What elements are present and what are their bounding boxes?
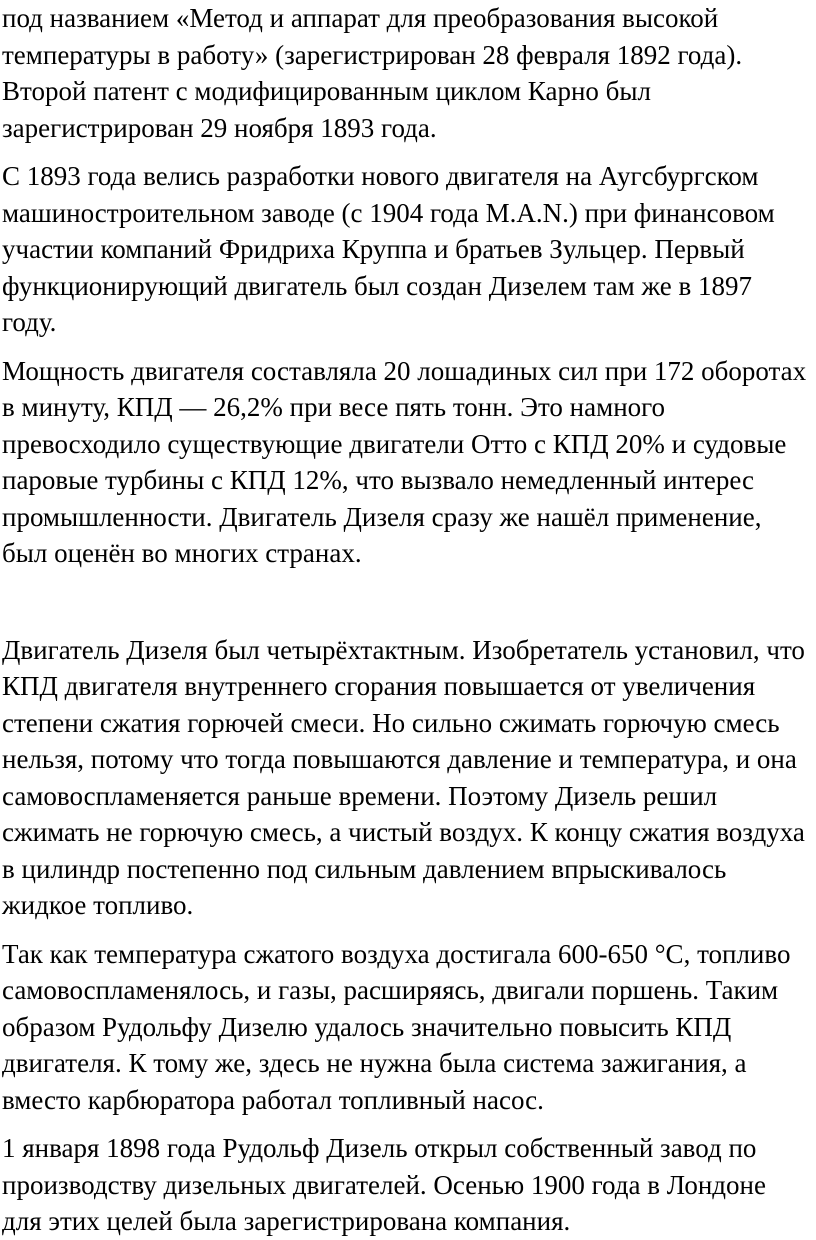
paragraph-patent: под названием «Метод и аппарат для преобразования высокой температуры в работу» (зарегистрирован 28 февраля 1892 года). Второй патент с модифицированным циклом Карно был зарегистрирован 29 ноября 1893 года. <box>2 3 743 143</box>
paragraph-factory: 1 января 1898 года Рудольф Дизель открыл собственный завод по производству дизельных двигателей. Осенью 1900 года в Лондоне для этих целей была зарегистрирована компания. <box>2 1133 766 1236</box>
paragraph-development: С 1893 года велись разработки нового двигателя на Аугсбургском машиностроительном заводе (с 1904 года M.A.N.) при финансовом участии компаний Фридриха Круппа и братьев Зульцер. Первый функционирующий двигатель был создан Дизелем там же в 1897 году. <box>2 161 775 337</box>
paragraph-four-stroke: Двигатель Дизеля был четырёхтактным. Изобретатель установил, что КПД двигателя внутреннего сгорания повышается от увеличения степени сжатия горючей смеси. Но сильно сжимать горючую смесь нельзя, потому что тогда повышаются давление и температура, и она самовоспламеняется раньше времени. Поэтому Дизель решил сжимать не горючую смесь, а чистый воздух. К концу сжатия воздуха в цилиндр постепенно под сильным давлением впрыскивалось жидкое топливо. <box>2 634 805 920</box>
paragraph-temperature: Так как температура сжатого воздуха достигала 600-650 °С, топливо самовоспламенялось, и газы, расширяясь, двигали поршень. Таким образом Рудольфу Дизелю удалось значительно повысить КПД двигателя. К тому же, здесь не нужна была система зажигания, а вместо карбюратора работал топливный насос. <box>2 938 791 1115</box>
paragraph-power: Мощность двигателя составляла 20 лошадиных сил при 172 оборотах в минуту, КПД — 26,2% при весе пять тонн. Это намного превосходило существующие двигатели Отто с КПД 20% и судовые паровые турбины с КПД 12%, что вызвало немедленный интерес промышленности. Двигатель Дизеля сразу же нашёл применение, был оценён во многих странах. <box>2 355 807 568</box>
